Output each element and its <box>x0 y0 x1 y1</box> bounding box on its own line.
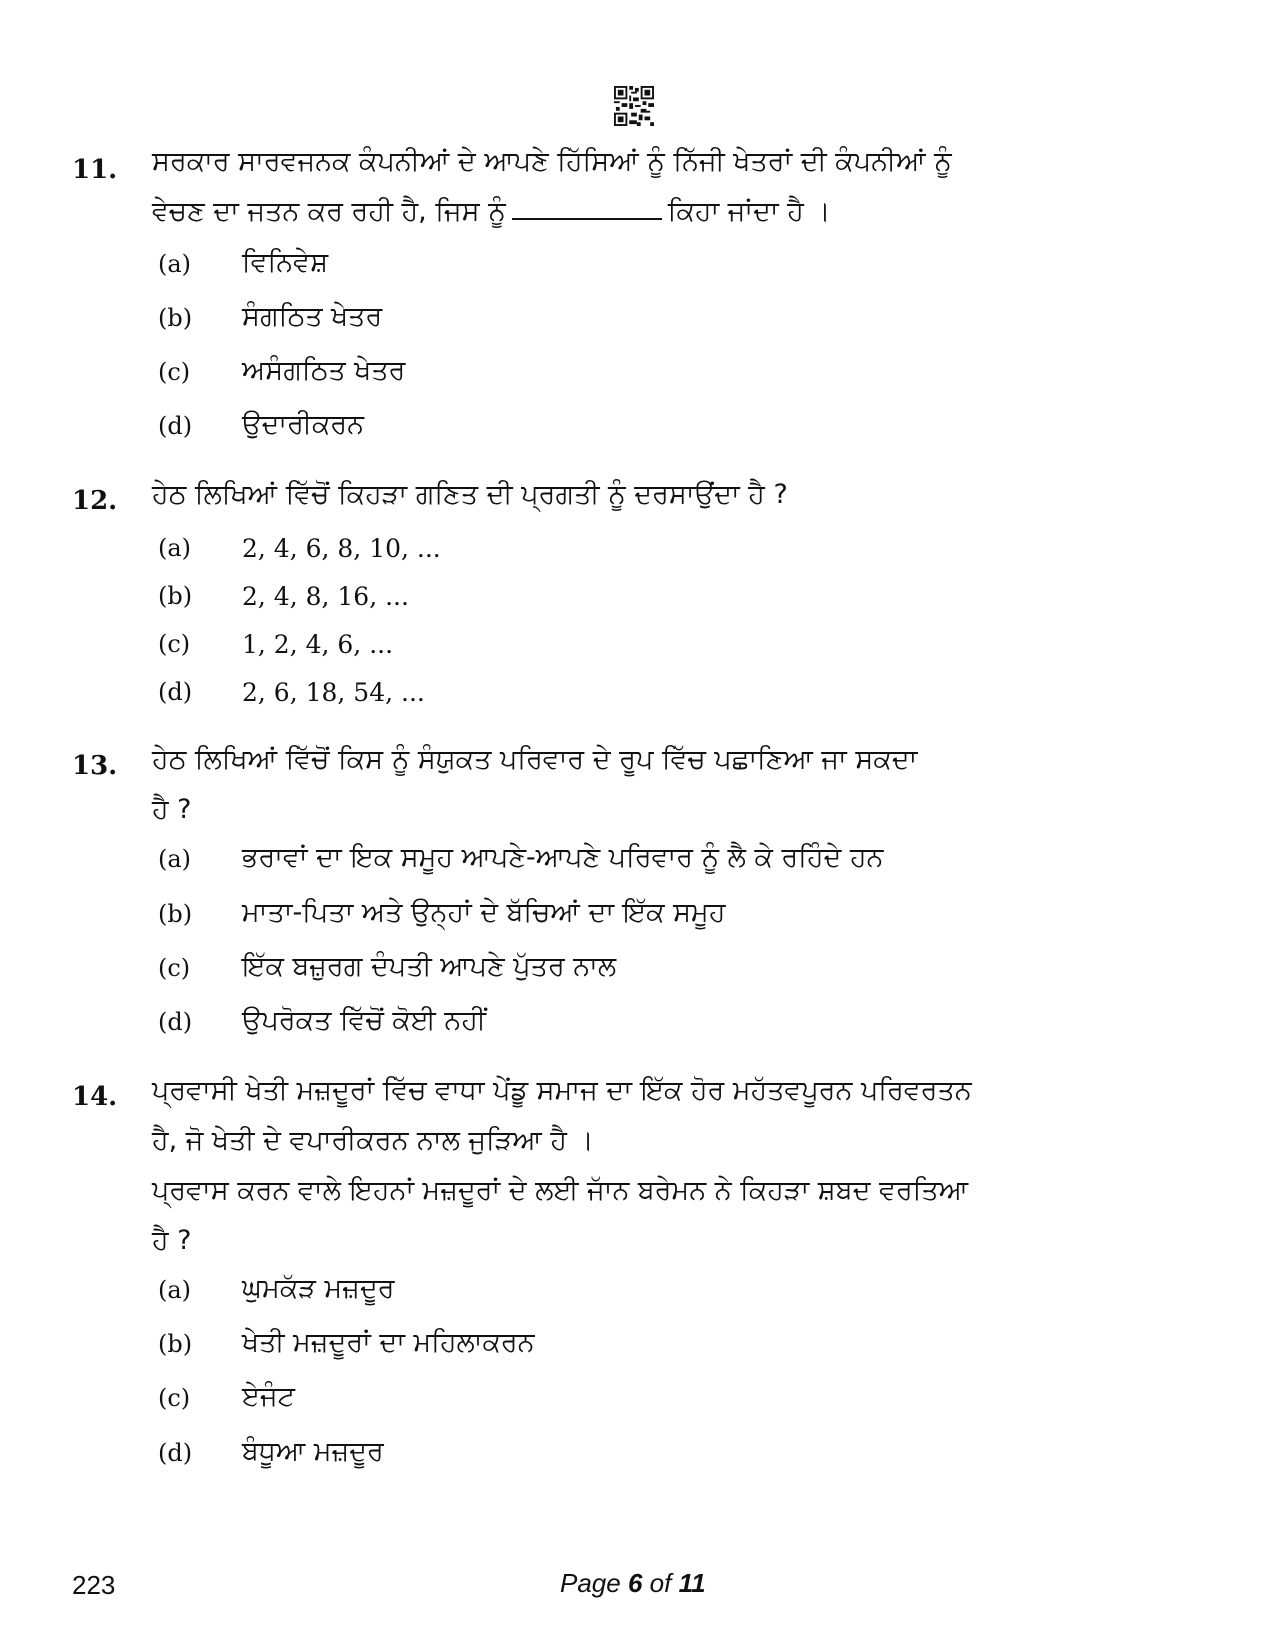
page-number <box>560 1568 706 1599</box>
option-text: ਅਸੰਗਠਿਤ ਖੇਤਰ <box>242 355 406 386</box>
question-line: ਹੈ ? <box>152 1225 192 1256</box>
option-label: (a) <box>158 534 192 562</box>
page-total: 11 <box>678 1568 706 1598</box>
qr-code-icon <box>614 86 654 126</box>
option-text: ਉਦਾਰੀਕਰਨ <box>242 409 365 440</box>
question-number: 11. <box>72 155 118 185</box>
option-text: ਮਾਤਾ-ਪਿਤਾ ਅਤੇ ਉਨ੍ਹਾਂ ਦੇ ਬੱਚਿਆਂ ਦਾ ਇੱਕ ਸਮੂਹ <box>242 897 726 928</box>
option-label: (a) <box>158 1276 192 1304</box>
question-number: 13. <box>72 751 118 781</box>
option-label: (b) <box>158 304 193 332</box>
question-text <box>152 137 1142 237</box>
option-text: 2, 4, 6, 8, 10, ... <box>242 534 441 563</box>
option-label: (c) <box>158 358 191 386</box>
option-label: (c) <box>158 630 191 658</box>
option-text: ਬੰਧੂਆ ਮਜ਼ਦੂਰ <box>242 1436 384 1467</box>
question-line: ਹੈ, ਜੋ ਖੇਤੀ ਦੇ ਵਪਾਰੀਕਰਨ ਨਾਲ ਜੁੜਿਆ ਹੈ । <box>152 1125 594 1156</box>
page-of: of <box>649 1568 672 1598</box>
paper-code: 223 <box>72 1570 116 1600</box>
option-label: (d) <box>158 1008 193 1036</box>
option-label: (b) <box>158 900 193 928</box>
question-text <box>152 735 1142 835</box>
question-line: ਪ੍ਰਵਾਸ ਕਰਨ ਵਾਲੇ ਇਹਨਾਂ ਮਜ਼ਦੂਰਾਂ ਦੇ ਲਈ ਜਾੱਨ ਬਰੇਮਨ ਨੇ ਕਿਹੜਾ ਸ਼ਬਦ ਵਰਤਿਆ <box>152 1175 969 1206</box>
option-text: ਸੰਗਠਿਤ ਖੇਤਰ <box>242 301 383 332</box>
option-text: ਖੇਤੀ ਮਜ਼ਦੂਰਾਂ ਦਾ ਮਹਿਲਾਕਰਨ <box>242 1327 535 1358</box>
option-label: (c) <box>158 954 191 982</box>
option-text: ਉਪਰੋਕਤ ਵਿੱਚੋਂ ਕੋਈ ਨਹੀਂ <box>242 1005 486 1036</box>
option-text: ਇੱਕ ਬਜ਼ੁਰਗ ਦੰਪਤੀ ਆਪਣੇ ਪੁੱਤਰ ਨਾਲ <box>242 951 617 982</box>
option-label: (a) <box>158 250 192 278</box>
question-text <box>152 470 1142 520</box>
question-line <box>152 187 1142 237</box>
option-label: (d) <box>158 412 193 440</box>
question-line: ਸਰਕਾਰ ਸਾਰਵਜਨਕ ਕੰਪਨੀਆਂ ਦੇ ਆਪਣੇ ਹਿੱਸਿਆਂ ਨੂੰ ਨਿੱਜੀ ਖੇਤਰਾਂ ਦੀ ਕੰਪਨੀਆਂ ਨੂੰ <box>152 146 952 177</box>
option-label: (d) <box>158 678 193 706</box>
question-number: 14. <box>72 1082 118 1112</box>
option-text: ਭਰਾਵਾਂ ਦਾ ਇਕ ਸਮੂਹ ਆਪਣੇ-ਆਪਣੇ ਪਰਿਵਾਰ ਨੂੰ ਲੈ ਕੇ ਰਹਿੰਦੇ ਹਨ <box>242 842 884 873</box>
question-line: ਪ੍ਰਵਾਸੀ ਖੇਤੀ ਮਜ਼ਦੂਰਾਂ ਵਿੱਚ ਵਾਧਾ ਪੇਂਡੂ ਸਮਾਜ ਦਾ ਇੱਕ ਹੋਰ ਮਹੱਤਵਪੂਰਨ ਪਰਿਵਰਤਨ <box>152 1075 972 1106</box>
option-label: (b) <box>158 1330 193 1358</box>
fill-in-blank <box>512 198 662 220</box>
option-text: ਘੁਮਕੱੜ ਮਜ਼ਦੂਰ <box>242 1273 395 1304</box>
option-text: 1, 2, 4, 6, ... <box>242 630 394 659</box>
option-label: (c) <box>158 1384 191 1412</box>
option-text: 2, 4, 8, 16, ... <box>242 582 409 611</box>
page-prefix: Page <box>560 1568 621 1598</box>
question-number: 12. <box>72 486 118 516</box>
option-text: ਵਿਨਿਵੇਸ਼ <box>242 247 329 278</box>
option-label: (a) <box>158 845 192 873</box>
question-line: ਹੇਠ ਲਿਖਿਆਂ ਵਿੱਚੋਂ ਕਿਸ ਨੂੰ ਸੰਯੁਕਤ ਪਰਿਵਾਰ ਦੇ ਰੂਪ ਵਿੱਚ ਪਛਾਣਿਆ ਜਾ ਸਕਦਾ <box>152 744 918 775</box>
page-current: 6 <box>627 1568 643 1598</box>
question-line-part: ਵੇਚਣ ਦਾ ਜਤਨ ਕਰ ਰਹੀ ਹੈ, ਜਿਸ ਨੂੰ <box>152 196 506 227</box>
question-text <box>152 1066 1142 1266</box>
question-line-part: ਕਿਹਾ ਜਾਂਦਾ ਹੈ । <box>667 196 831 227</box>
option-label: (d) <box>158 1439 193 1467</box>
option-label: (b) <box>158 582 193 610</box>
question-line: ਹੇਠ ਲਿਖਿਆਂ ਵਿੱਚੋਂ ਕਿਹੜਾ ਗਣਿਤ ਦੀ ਪ੍ਰਗਤੀ ਨੂੰ ਦਰਸਾਉਂਦਾ ਹੈ ? <box>152 479 788 510</box>
option-text: ਏਜੰਟ <box>242 1381 295 1412</box>
question-line: ਹੈ ? <box>152 794 192 825</box>
option-text: 2, 6, 18, 54, ... <box>242 678 425 707</box>
